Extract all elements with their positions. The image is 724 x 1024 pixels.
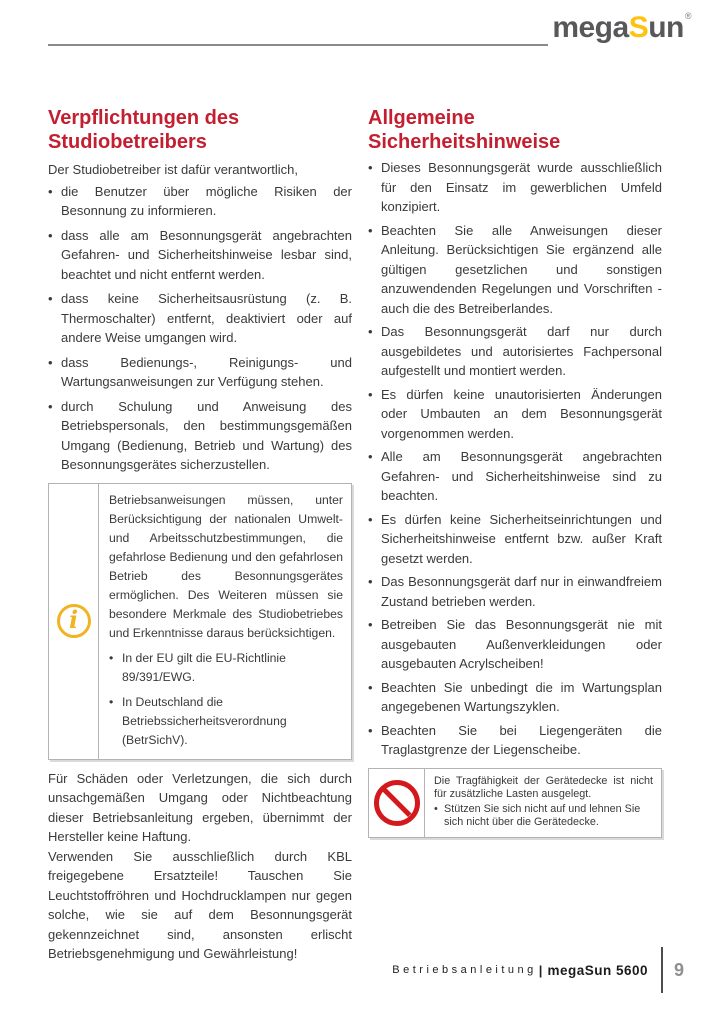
logo-part2: un (648, 11, 684, 44)
megasun-logo (552, 12, 691, 43)
list-item: • Das Besonnungsgerät darf nur durch ausgebildetes und autorisiertes Fachpersonal aufgestellt und montiert werden. (368, 322, 662, 381)
logo-accent-letter: S (628, 11, 649, 44)
page-footer (392, 947, 684, 993)
info-box (48, 483, 352, 760)
content-columns (48, 106, 662, 964)
logo-part1: mega (552, 11, 629, 44)
warning-box-text: Die Tragfähigkeit der Gerätedecke ist nicht für zusätzliche Lasten ausgelegt. (434, 774, 653, 800)
list-item: • Beachten Sie unbedingt die im Wartungsplan angegebenen Wartungszyklen. (368, 678, 662, 717)
info-box-list (109, 649, 343, 750)
list-item: • durch Schulung und Anweisung des Betriebspersonals, den bestimmungsgemäßen Umgang (Bedienung, Betrieb und Wartung) des Besonnungsgerätes sicherzustellen. (48, 397, 352, 475)
list-item: • Dieses Besonnungsgerät wurde ausschließlich für den Einsatz im gewerblichen Umfeld konzipiert. (368, 158, 662, 217)
list-item: • Betreiben Sie das Besonnungsgerät nie mit ausgebauten Außenverkleidungen oder ausgebauten Acrylscheiben! (368, 615, 662, 674)
registered-trademark-icon: ® (684, 11, 691, 21)
warning-box-list (434, 803, 653, 830)
doc-title: Betriebsanleitung (392, 964, 537, 976)
paragraph: Für Schäden oder Verletzungen, die sich durch unsachgemäßen Umgang oder Nichtbeachtung dieser Betriebsanleitung ergeben, übernimmt der Hersteller keine Haftung. (48, 770, 352, 844)
warning-box-icon-cell (369, 769, 425, 837)
info-box-icon-cell (49, 484, 99, 759)
info-icon (57, 604, 91, 638)
paragraph: Verwenden Sie ausschließlich durch KBL freigegebene Ersatzteile! Tauschen Sie Leuchtstoffröhren und Hochdrucklampen nur gegen solche, wie sie auf dem Besonnungsgerät gekennzeichnet sind, ansonsten erlischt Betriebsgenehmigung und Gewährleistung! (48, 848, 352, 961)
list-item: • dass alle am Besonnungsgerät angebrachten Gefahren- und Sicherheitshinweise lesbar sind, beachtet und nicht entfernt werden. (48, 226, 352, 285)
info-box-text: Betriebsanweisungen müssen, unter Berücksichtigung der nationalen Umwelt- und Arbeitsschutzbestimmungen, die gefahrlose Bedienung und den gefahrlosen Betrieb des Besonnungsgerätes ermöglichen. Des Weiteren müssen sie besondere Merkmale des Studiobetriebes und Erkenntnisse daraus berücksichtigen. (109, 492, 343, 640)
list-item: • In der EU gilt die EU-Richtlinie 89/391/EWG. (109, 649, 343, 687)
info-box-body (99, 484, 351, 759)
section-heading-safety: Allgemeine Sicherheitshinweise (368, 107, 561, 153)
list-item: • dass keine Sicherheitsausrüstung (z. B. Thermoschalter) entfernt, deaktiviert oder auf andere Weise umgangen wird. (48, 289, 352, 348)
list-item: • dass Bedienungs-, Reinigungs- und Wartungsanweisungen zur Verfügung stehen. (48, 353, 352, 392)
list-item: • die Benutzer über mögliche Risiken der Besonnung zu informieren. (48, 182, 352, 221)
obligations-list (48, 182, 352, 475)
footer-separator: | (538, 962, 543, 978)
liability-paragraphs (48, 769, 352, 964)
page-number: 9 (673, 959, 684, 980)
footer-divider (661, 947, 663, 993)
left-column (48, 106, 352, 964)
list-item: • In Deutschland die Betriebssicherheitsverordnung (BetrSichV). (109, 693, 343, 750)
prohibition-icon (374, 780, 420, 826)
list-item: • Alle am Besonnungsgerät angebrachten Gefahren- und Sicherheitshinweise sind zu beachten. (368, 447, 662, 506)
intro-text: Der Studiobetreiber ist dafür verantwortlich, (48, 162, 299, 177)
safety-list (368, 158, 662, 760)
warning-box-body (425, 769, 661, 837)
list-item: • Beachten Sie bei Liegengeräten die Traglastgrenze der Liegenscheibe. (368, 721, 662, 760)
list-item: • Beachten Sie alle Anweisungen dieser Anleitung. Berücksichtigen Sie ergänzend alle gültigen gesetzlichen und sonstigen anzuwendenden Regelungen und Vorschriften - auch die des Betreiberlandes. (368, 221, 662, 319)
warning-box (368, 768, 662, 838)
list-item: • Es dürfen keine Sicherheitseinrichtungen und Sicherheitshinweise entfernt bzw. außer Kraft gesetzt werden. (368, 510, 662, 569)
right-column (368, 106, 662, 964)
list-item: • Es dürfen keine unautorisierten Änderungen oder Umbauten an dem Besonnungsgerät vorgenommen werden. (368, 385, 662, 444)
section-heading-obligations: Verpflichtungen des Studiobetreibers (48, 107, 240, 153)
list-item: • Stützen Sie sich nicht auf und lehnen Sie sich nicht über die Gerätedecke. (434, 803, 653, 830)
list-item: • Das Besonnungsgerät darf nur in einwandfreiem Zustand betrieben werden. (368, 572, 662, 611)
product-name: megaSun 5600 (547, 962, 648, 978)
header-rule (48, 44, 548, 46)
